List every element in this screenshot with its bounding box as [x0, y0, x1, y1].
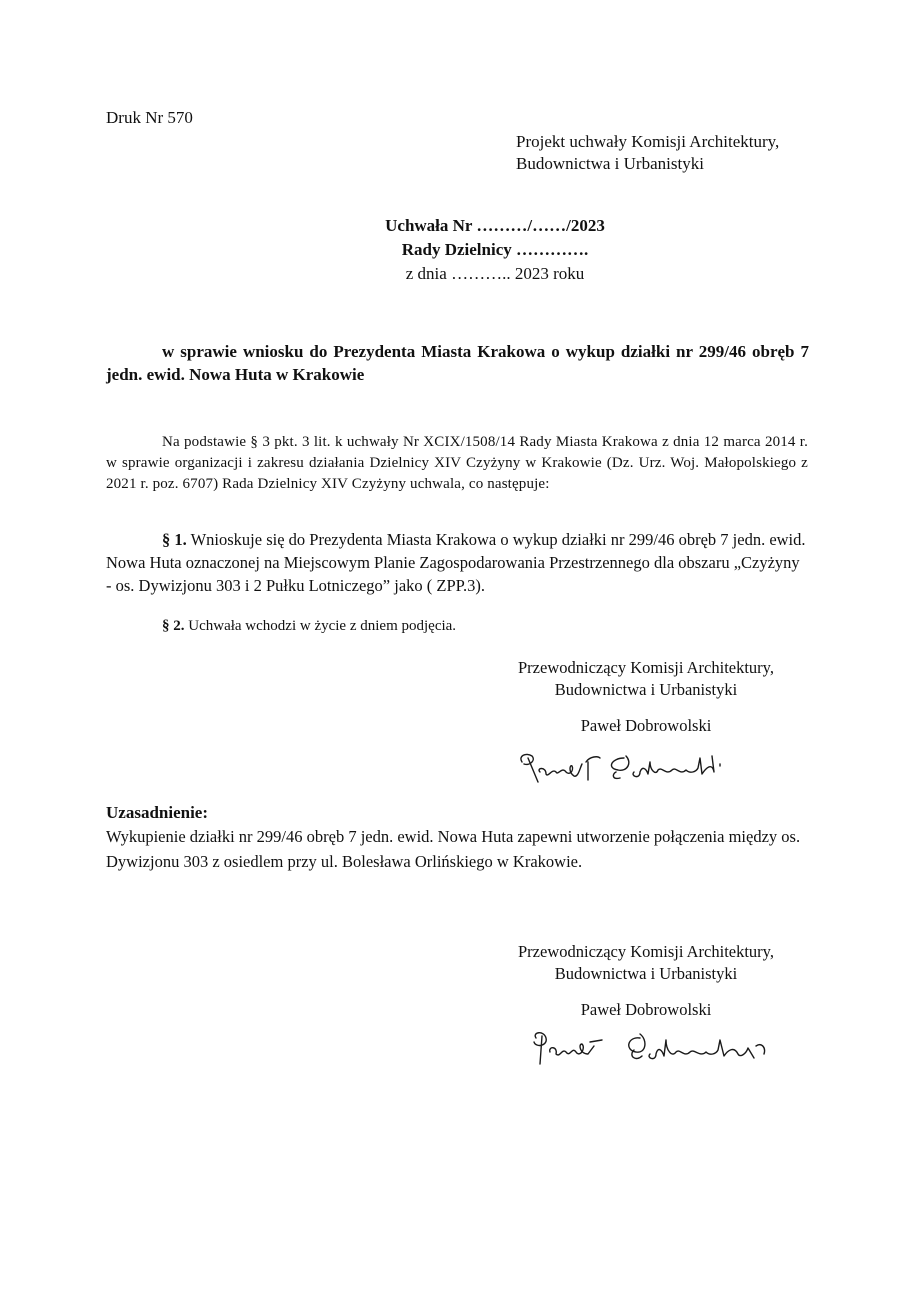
signature-2-role-line1: Przewodniczący Komisji Architektury, — [518, 942, 774, 961]
signature-1-stroke-f — [586, 757, 600, 780]
signature-2-stroke-p — [534, 1033, 546, 1064]
signature-block-1 — [476, 657, 816, 737]
signature-1-role-line1: Przewodniczący Komisji Architektury, — [518, 658, 774, 677]
signature-1-stroke-awel — [539, 764, 582, 776]
resolution-number: Uchwała Nr ………/……/2023 — [385, 216, 605, 235]
signature-2-stroke-obrowolski — [649, 1040, 764, 1059]
council-name: Rady Dzielnicy …………. — [401, 240, 589, 259]
resolution-date: z dnia ……….. 2023 roku — [405, 264, 585, 283]
resolution-title — [0, 214, 920, 286]
justification-text: Wykupienie działki nr 299/46 obręb 7 jedn. ewid. Nowa Huta zapewni utworzenie połączenia między os. Dywizjonu 303 z osiedlem przy ul. Bolesława Orlińskiego w Krakowie. — [106, 827, 801, 871]
section-2-text: Uchwała wchodzi w życie z dniem podjęcia. — [184, 618, 457, 634]
handwritten-signature-1 — [516, 748, 786, 792]
draft-label — [516, 131, 779, 175]
section-1-paragraph — [106, 528, 808, 597]
justification-heading: Uzasadnienie: — [106, 803, 208, 822]
section-1-text: Wnioskuje się do Prezydenta Miasta Krakowa o wykup działki nr 299/46 obręb 7 jedn. ewid. Nowa Huta oznaczonej na Miejscowym Planie Zagospodarowania Przestrzennego dla obszaru „Czyżyny - os. Dywizjonu 303 i 2 Pułku Lotniczego” jako ( ZPP.3). — [106, 530, 806, 595]
signature-1-stroke-d — [611, 756, 628, 778]
resolution-subject: w sprawie wniosku do Prezydenta Miasta Krakowa o wykup działki nr 299/46 obręb 7 jedn. ewid. Nowa Huta w Krakowie — [106, 342, 809, 384]
section-2-label: § 2. — [162, 618, 185, 634]
signature-2-stroke-d — [629, 1034, 645, 1058]
signature-2-name: Paweł Dobrowolski — [580, 1000, 712, 1019]
signature-1-name: Paweł Dobrowolski — [580, 716, 712, 735]
section-2-paragraph — [162, 618, 456, 635]
signature-1-stroke-p — [521, 754, 538, 782]
handwritten-signature-2 — [528, 1028, 818, 1076]
signature-1-role-line2: Budownictwa i Urbanistyki — [554, 680, 738, 699]
section-1-label: § 1. — [162, 530, 187, 549]
draft-label-line2: Budownictwa i Urbanistyki — [516, 154, 704, 173]
legal-basis-paragraph: Na podstawie § 3 pkt. 3 lit. k uchwały Nr XCIX/1508/14 Rady Miasta Krakowa z dnia 12 marca 2014 r. w sprawie organizacji i zakresu działania Dzielnicy XIV Czyżyny w Krakowie (Dz. Urz. Woj. Małopolskiego z 2021 r. poz. 6707) Rada Dzielnicy XIV Czyżyny uchwala, co następuje: — [106, 434, 808, 492]
signature-2-role-line2: Budownictwa i Urbanistyki — [554, 964, 738, 983]
signature-2-stroke-awel — [550, 1040, 602, 1055]
draft-label-line1: Projekt uchwały Komisji Architektury, — [516, 132, 780, 151]
signature-1-stroke-obrowolski — [633, 756, 720, 777]
signature-block-2 — [476, 941, 816, 1021]
document-number: Druk Nr 570 — [106, 108, 193, 127]
